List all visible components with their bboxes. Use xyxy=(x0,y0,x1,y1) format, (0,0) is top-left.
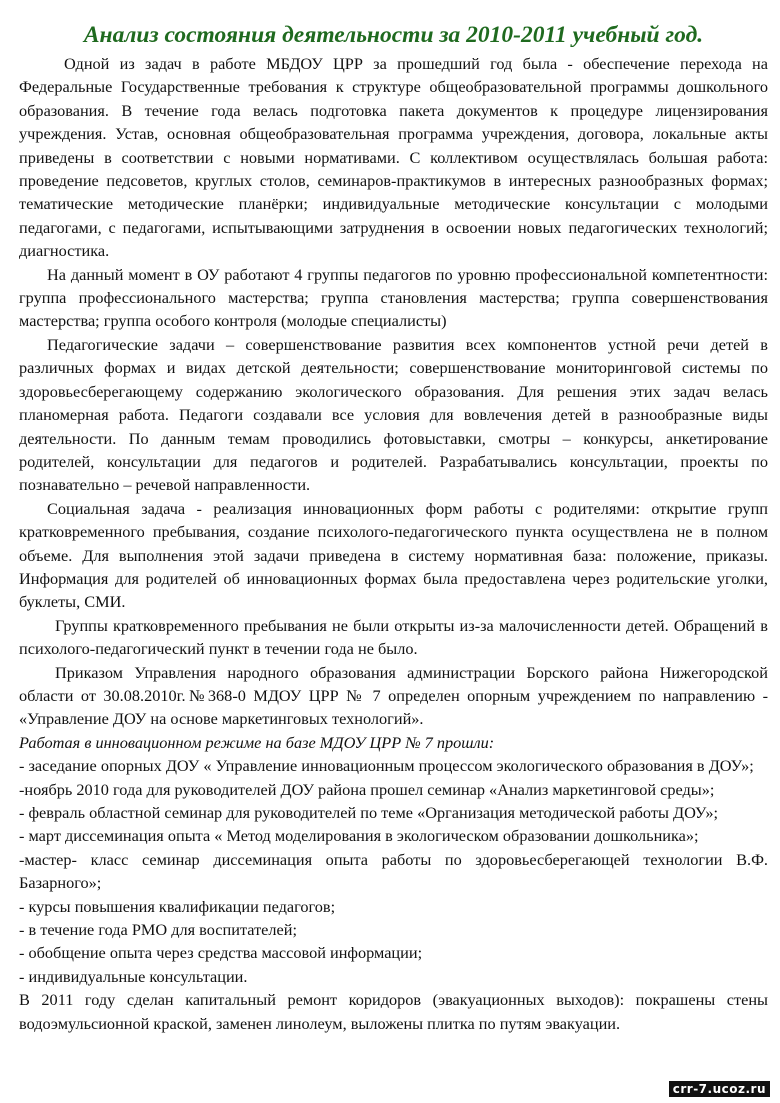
list-item: -ноябрь 2010 года для руководителей ДОУ района прошел семинар «Анализ маркетинговой среды»; xyxy=(19,779,715,799)
paragraph-transition: Одной из задач в работе МБДОУ ЦРР за прошедший год была - обеспечение перехода на Федеральные Государственные требования к структуре общеобразовательной программы дошкольного образования. В течение года велась подготовка пакета документов к процедуре лицензирования учреждения. Устав, основная общеобразовательная программа учреждения, договора, локальные акты приведены в соответствии с новыми нормативами. С коллективом осуществлялась большая работа: проведение педсоветов, круглых столов, семинаров-практикумов в интересных разнообразных формах; тематические методические планёрки; индивидуальные методические консультации с молодыми педагогами, с педагогами, испытывающими затруднения в освоении новых педагогических технологий; диагностика. xyxy=(19,54,768,261)
list-item: - курсы повышения квалификации педагогов; xyxy=(19,896,336,916)
paragraph-repairs: В 2011 году сделан капитальный ремонт коридоров (эвакуационных выходов): покрашены стены водоэмульсионной краской, заменен линолеум, выложены плитка по путям эвакуации. xyxy=(19,990,768,1033)
activity-list xyxy=(19,754,768,988)
document-page xyxy=(19,20,768,1035)
paragraph-teacher-groups: На данный момент в ОУ работают 4 группы педагогов по уровню профессиональной компетентности: группа профессионального мастерства; группа становления мастерства; группа совершенствования мастерства; группа особого контроля (молодые специалисты) xyxy=(19,264,768,331)
list-item: - обобщение опыта через средства массовой информации; xyxy=(19,943,423,963)
innovation-intro: Работая в инновационном режиме на базе МДОУ ЦРР № 7 прошли: xyxy=(19,732,495,752)
list-item: - индивидуальные консультации. xyxy=(19,966,248,986)
list-item: - в течение года РМО для воспитателей; xyxy=(19,920,297,940)
list-item: - февраль областной семинар для руководителей по теме «Организация методической работы ДОУ»; xyxy=(19,803,719,822)
list-item: - заседание опорных ДОУ « Управление инновационным процессом экологического образования в ДОУ»; xyxy=(19,756,754,776)
paragraph-social-task: Социальная задача - реализация инновационных форм работы с родителями: открытие групп кратковременного пребывания, создание психолого-педагогического пункта осуществлена не в полном объеме. Для выполнения этой задачи приведена в систему нормативная база: положение, приказы. Информация для родителей об инновационных формах была предоставлена через родительские уголки, буклеты, СМИ. xyxy=(19,498,768,612)
site-watermark: crr-7.ucoz.ru xyxy=(669,1081,770,1097)
list-item: -мастер- класс семинар диссеминация опыта работы по здоровьесберегающей технологии В.Ф. Базарного»; xyxy=(19,849,768,893)
paragraph-pedagogical-tasks: Педагогические задачи – совершенствование развития всех компонентов устной речи детей в различных формах и видах детской деятельности; совершенствование мониторинговой системы по здоровьесберегающему содержанию экологического образования. Для решения этих задач велась планомерная работа. Педагоги создавали все условия для вовлечения детей в разнообразные виды деятельности. По данным темам проводились фотовыставки, смотры – конкурсы, анкетирование родителей, консультации для педагогов и родителей. Разрабатывались консультации, проекты по познавательно – речевой направленности. xyxy=(19,334,768,495)
paragraph-order: Приказом Управления народного образования администрации Борского района Нижегородской области от 30.08.2010г.№368-0 МДОУ ЦРР № 7 определен опорным учреждением по направлению - «Управление ДОУ на основе маркетинговых технологий». xyxy=(19,662,768,729)
document-title: Анализ состояния деятельности за 2010-2011 учебный год. xyxy=(83,22,704,48)
paragraph-short-stay-groups: Группы кратковременного пребывания не были открыты из-за малочисленности детей. Обращений в психолого-педагогический пункт в течении года не было. xyxy=(19,615,768,659)
list-item: - март диссеминация опыта « Метод моделирования в экологическом образовании дошкольника»; xyxy=(19,826,699,846)
